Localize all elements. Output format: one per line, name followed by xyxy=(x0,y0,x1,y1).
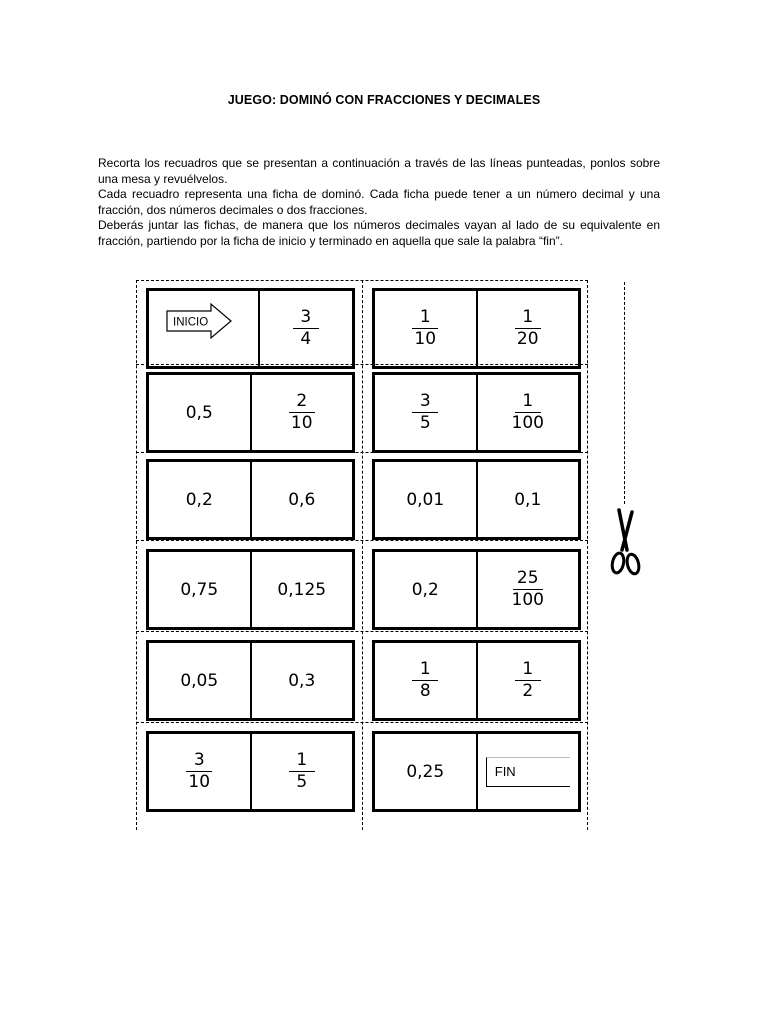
domino-tile[interactable] xyxy=(372,549,581,630)
decimal-value: 0,1 xyxy=(514,489,542,510)
domino-half-left xyxy=(149,462,250,537)
fraction-denominator: 2 xyxy=(522,681,534,701)
instruction-paragraph: Deberás juntar las fichas, de manera que los números decimales vayan al lado de su equivalente en fracción, partiendo por la ficha de inicio y terminado en aquella que sale la palabra “fin”. xyxy=(98,218,660,248)
fraction xyxy=(513,309,543,348)
domino-half-right xyxy=(476,552,579,627)
start-arrow-icon xyxy=(165,301,235,341)
domino-tile[interactable] xyxy=(146,372,355,453)
fraction xyxy=(412,661,438,700)
domino-half-left xyxy=(375,643,476,718)
domino-half-right xyxy=(476,375,579,450)
domino-half-right xyxy=(250,552,353,627)
domino-half-left xyxy=(375,552,476,627)
domino-half-left xyxy=(375,734,476,809)
fraction-numerator: 1 xyxy=(412,661,438,681)
page-title: JUEGO: DOMINÓ CON FRACCIONES Y DECIMALES xyxy=(227,93,541,107)
fraction-denominator: 10 xyxy=(290,413,313,433)
fraction xyxy=(184,752,214,791)
domino-half-right xyxy=(250,643,353,718)
decimal-value: 0,6 xyxy=(288,489,316,510)
fraction xyxy=(287,393,317,432)
fraction-denominator: 8 xyxy=(419,681,431,701)
fraction xyxy=(508,393,548,432)
domino-tile[interactable] xyxy=(372,372,581,453)
fraction xyxy=(410,309,440,348)
fraction xyxy=(508,570,548,609)
fraction-denominator: 100 xyxy=(511,413,544,433)
domino-half-left xyxy=(149,734,250,809)
fraction-denominator: 10 xyxy=(188,772,211,792)
fraction-numerator: 1 xyxy=(412,309,438,329)
fraction-denominator: 4 xyxy=(300,329,312,349)
fraction-numerator: 25 xyxy=(513,570,543,590)
fraction-numerator: 2 xyxy=(289,393,315,413)
domino-tile[interactable] xyxy=(372,459,581,540)
domino-tile[interactable] xyxy=(146,288,355,369)
decimal-value: 0,05 xyxy=(180,670,219,691)
fraction-numerator: 1 xyxy=(515,309,541,329)
end-label: FIN xyxy=(486,757,570,787)
domino-half-left xyxy=(149,552,250,627)
domino-half-left xyxy=(149,643,250,718)
domino-tile[interactable] xyxy=(372,731,581,812)
fraction-numerator: 3 xyxy=(293,309,319,329)
decimal-value: 0,2 xyxy=(411,579,439,600)
decimal-value: 0,01 xyxy=(406,489,445,510)
fraction-numerator: 1 xyxy=(289,752,315,772)
instruction-paragraph: Cada recuadro representa una ficha de dominó. Cada ficha puede tener a un número decimal y una fracción, dos números decimales o dos fracciones. xyxy=(98,187,660,217)
domino-half-right xyxy=(250,375,353,450)
cut-line xyxy=(624,282,625,504)
fraction-numerator: 3 xyxy=(412,393,438,413)
domino-half-right xyxy=(250,734,353,809)
decimal-value: 0,3 xyxy=(288,670,316,691)
fraction-numerator: 1 xyxy=(515,393,541,413)
fraction xyxy=(515,661,541,700)
domino-half-right xyxy=(476,734,579,809)
fraction xyxy=(289,752,315,791)
instructions xyxy=(98,156,660,249)
domino-tile[interactable] xyxy=(146,731,355,812)
scissors-icon xyxy=(608,508,642,580)
domino-half-right xyxy=(250,462,353,537)
domino-tile[interactable] xyxy=(372,640,581,721)
start-label: INICIO xyxy=(173,316,209,329)
fraction-numerator: 3 xyxy=(186,752,212,772)
domino-half-right xyxy=(476,643,579,718)
domino-half-right xyxy=(476,462,579,537)
fraction-denominator: 10 xyxy=(414,329,437,349)
decimal-value: 0,75 xyxy=(180,579,219,600)
fraction-denominator: 100 xyxy=(511,590,544,610)
fraction-denominator: 5 xyxy=(296,772,308,792)
decimal-value: 0,125 xyxy=(277,579,327,600)
domino-half-left xyxy=(149,291,258,366)
decimal-value: 0,5 xyxy=(185,402,213,423)
domino-tile[interactable] xyxy=(372,288,581,369)
cut-line xyxy=(362,280,363,830)
fraction xyxy=(412,393,438,432)
domino-half-left xyxy=(149,375,250,450)
domino-tile[interactable] xyxy=(146,459,355,540)
fraction-denominator: 5 xyxy=(419,413,431,433)
decimal-value: 0,2 xyxy=(185,489,213,510)
fraction-numerator: 1 xyxy=(515,661,541,681)
instruction-paragraph: Recorta los recuadros que se presentan a continuación a través de las líneas punteadas, ponlos sobre una mesa y revuélvelos. xyxy=(98,156,660,186)
domino-half-right xyxy=(258,291,353,366)
decimal-value: 0,25 xyxy=(406,761,445,782)
domino-half-left xyxy=(375,375,476,450)
fraction xyxy=(293,309,319,348)
domino-half-left xyxy=(375,291,476,366)
domino-half-right xyxy=(476,291,579,366)
cut-line xyxy=(136,280,137,830)
domino-tile[interactable] xyxy=(146,549,355,630)
domino-half-left xyxy=(375,462,476,537)
cut-line xyxy=(587,280,588,830)
domino-tile[interactable] xyxy=(146,640,355,721)
fraction-denominator: 20 xyxy=(516,329,539,349)
